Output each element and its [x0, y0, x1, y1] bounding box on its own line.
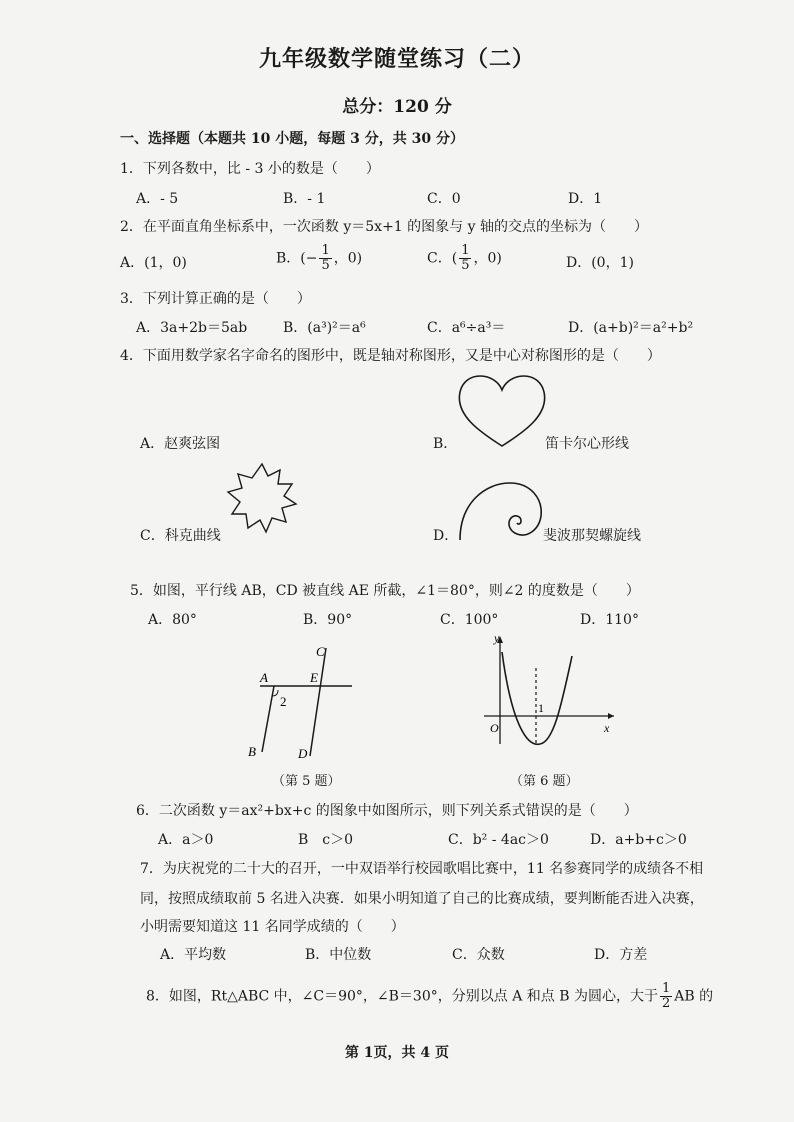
q6-stem: 6．二次函数 y＝ax²+bx+c 的图象中如图所示，则下列关系式错误的是（ ） [136, 803, 638, 819]
total-score: 总分：120 分 [342, 97, 452, 117]
fig6-label-origin: O [490, 721, 499, 735]
q7-option-a: A．平均数 [160, 947, 227, 963]
q4-option-c: C．科克曲线 [140, 528, 221, 544]
q2-option-b: B．(− $\frac{1}{5}$ ，0) [276, 243, 363, 273]
q2-option-d: D．(0，1) [566, 255, 634, 271]
q3-option-c: C．a⁶÷a³＝ [427, 320, 506, 336]
q3-option-b: B．(a³)²＝a⁶ [283, 320, 366, 336]
q5-option-a: A．80° [148, 612, 197, 628]
q4-option-d-name: 斐波那契螺旋线 [543, 528, 641, 544]
q7-option-b: B．中位数 [305, 947, 372, 963]
q2-option-c: C．( $\frac{1}{5}$ ，0) [427, 243, 502, 273]
q6-option-c: C．b² - 4ac＞0 [448, 832, 549, 848]
koch-snowflake-figure [222, 462, 302, 537]
q1-option-a: A．- 5 [136, 191, 179, 207]
q5-option-c: C．100° [440, 612, 499, 628]
cardioid-figure [455, 370, 550, 450]
fig5-label-e: E [310, 670, 318, 685]
fig5-label-b: B [248, 744, 256, 759]
q5-option-b: B．90° [303, 612, 353, 628]
page-footer: 第 1页，共 4 页 [344, 1045, 450, 1061]
q2-option-a: A．(1，0) [120, 255, 187, 271]
fig6-label-x: x [604, 721, 610, 735]
section-heading: 一、选择题（本题共 10 小题，每题 3 分，共 30 分） [120, 131, 464, 147]
fig5-angle-label: 2 [280, 694, 287, 709]
fig6-label-y: y [494, 631, 500, 645]
q4-option-a: A．赵爽弦图 [140, 436, 221, 452]
q7-option-c: C．众数 [452, 947, 505, 963]
q2-stem: 2．在平面直角坐标系中，一次函数 y＝5x+1 的图象与 y 轴的交点的坐标为（ ） [120, 219, 648, 235]
q1-stem: 1．下列各数中，比 - 3 小的数是（ ） [120, 161, 380, 177]
fig5-label-d: D [298, 746, 308, 761]
q1-option-c: C．0 [427, 191, 461, 207]
q1-option-d: D．1 [568, 191, 603, 207]
fig5-label-a: A [260, 670, 268, 685]
q4-stem: 4．下面用数学家名字命名的图形中，既是轴对称图形，又是中心对称图形的是（ ） [120, 348, 661, 364]
figure-6 [480, 632, 620, 750]
q7-option-d: D．方差 [594, 947, 648, 963]
fig6-label-one: 1 [538, 701, 544, 715]
q7-line-1: 7．为庆祝党的二十大的召开，一中双语举行校园歌唱比赛中，11 名参赛同学的成绩各不相 [140, 861, 704, 877]
page-title: 九年级数学随堂练习（二） [258, 46, 535, 72]
fig5-label-c: C [316, 644, 325, 659]
q7-line-2: 同，按照成绩取前 5 名进入决赛．如果小明知道了自己的比赛成绩，要判断能否进入决赛， [140, 891, 704, 907]
q5-option-d: D．110° [580, 612, 639, 628]
q4-option-b-name: 笛卡尔心形线 [545, 436, 629, 452]
q6-option-a: A．a＞0 [158, 832, 214, 848]
q6-option-d: D．a+b+c＞0 [590, 832, 687, 848]
fig6-caption: （第 6 题） [510, 774, 579, 789]
q3-option-a: A．3a+2b＝5ab [136, 320, 248, 336]
q5-stem: 5．如图，平行线 AB，CD 被直线 AE 所截，∠1＝80°，则∠2 的度数是（ ） [130, 583, 640, 599]
q3-stem: 3．下列计算正确的是（ ） [120, 291, 311, 307]
q3-option-d: D．(a+b)²＝a²+b² [568, 320, 694, 336]
fig5-caption: （第 5 题） [272, 774, 341, 789]
q4-option-b: B． [433, 436, 458, 452]
fibonacci-spiral-figure [455, 478, 545, 548]
q4-option-d: D． [433, 528, 459, 544]
q1-option-b: B．- 1 [283, 191, 326, 207]
q7-line-3: 小明需要知道这 11 名同学成绩的（ ） [140, 919, 405, 935]
q8-text: 8．如图，Rt△ABC 中，∠C＝90°，∠B＝30°，分别以点 A 和点 B 为圆心，大于 $\frac{1}{2}$ AB 的 [146, 981, 714, 1011]
figure-5 [240, 640, 360, 765]
q6-option-b: B c＞0 [298, 832, 354, 848]
